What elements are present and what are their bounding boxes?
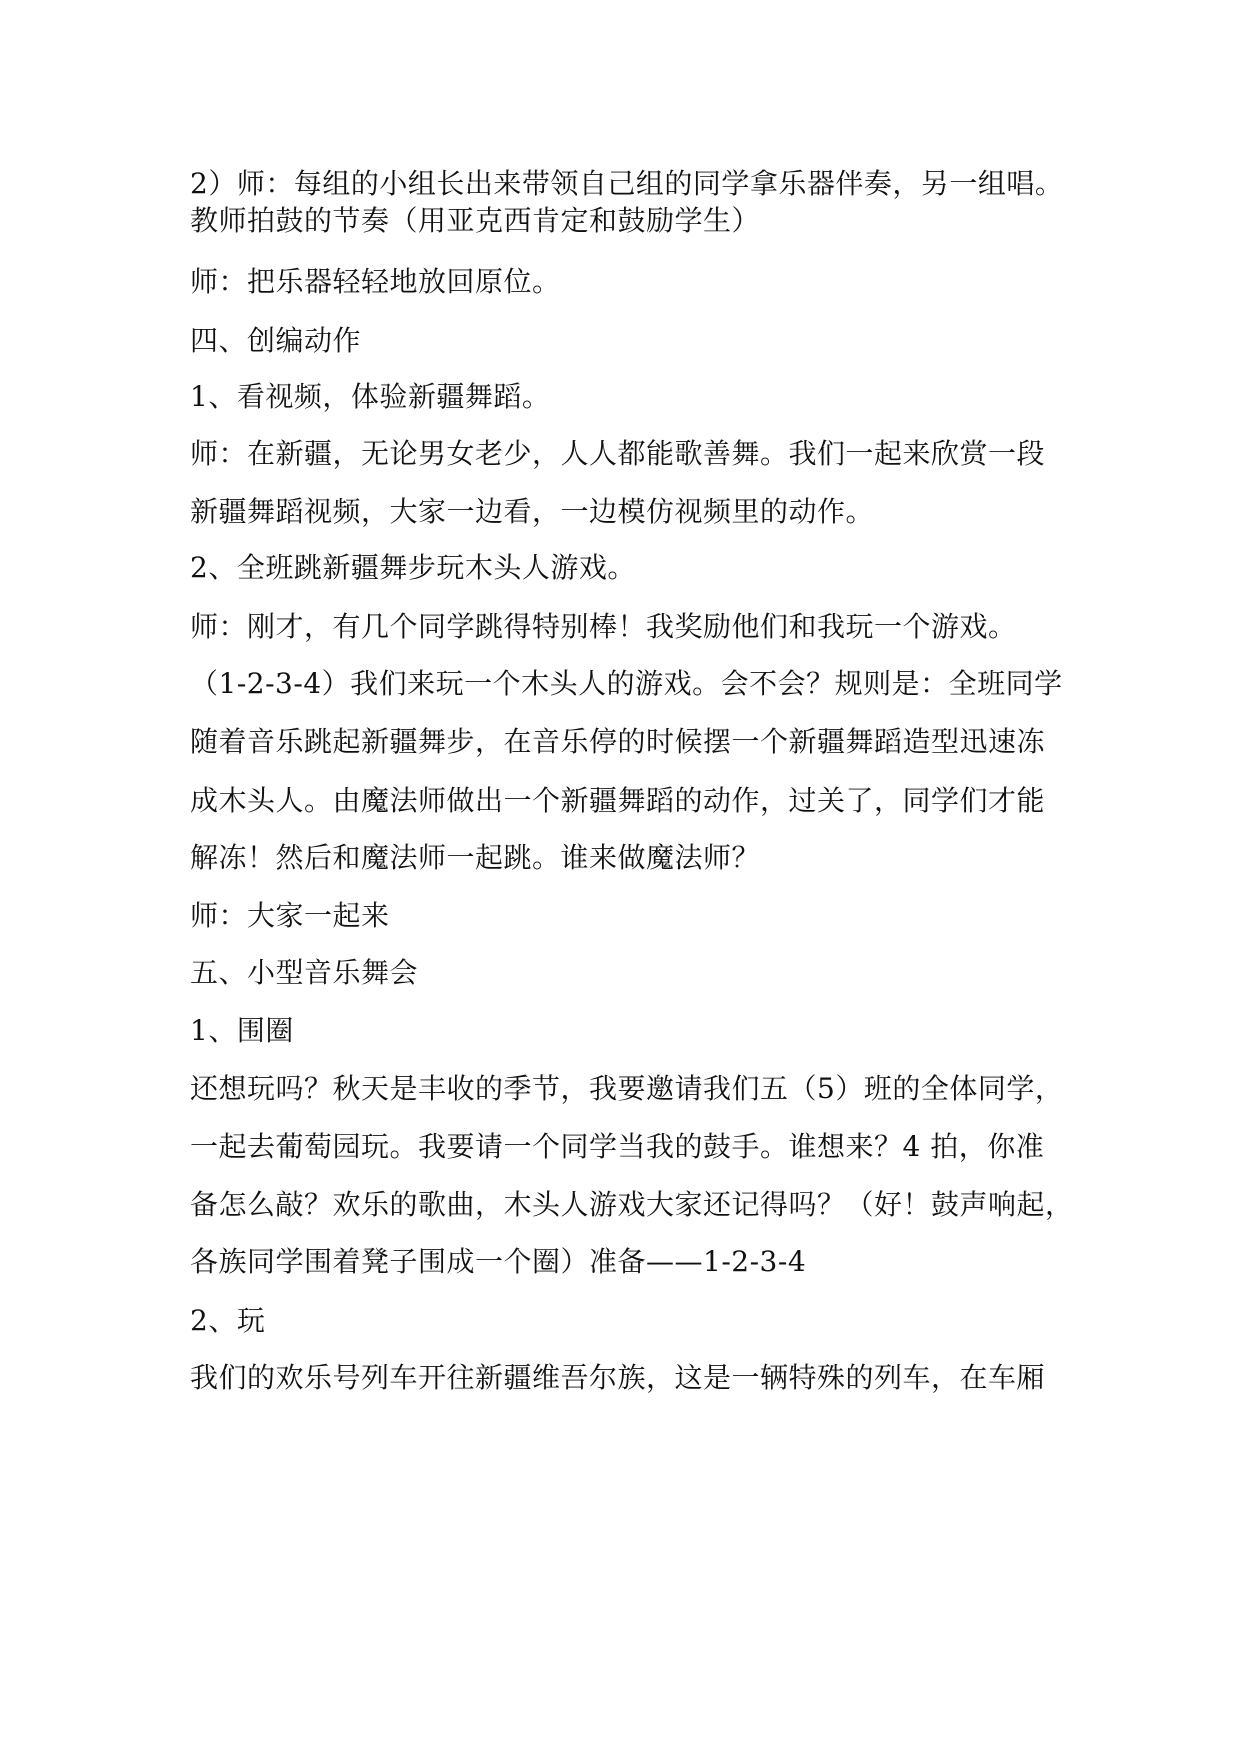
section-heading: 四、创编动作 bbox=[190, 324, 362, 357]
paragraph-line: 师：刚才，有几个同学跳得特别棒！我奖励他们和我玩一个游戏。 bbox=[190, 610, 1017, 643]
subsection-heading: 1、看视频，体验新疆舞蹈。 bbox=[190, 380, 551, 413]
paragraph-line: 成木头人。由魔法师做出一个新疆舞蹈的动作，过关了，同学们才能 bbox=[190, 784, 1046, 817]
paragraph-line: 师：把乐器轻轻地放回原位。 bbox=[190, 265, 561, 298]
paragraph-line: 我们的欢乐号列车开往新疆维吾尔族，这是一辆特殊的列车，在车厢 bbox=[190, 1361, 1046, 1394]
paragraph-line: 2）师：每组的小组长出来带领自己组的同学拿乐器伴奏，另一组唱。 bbox=[190, 167, 1064, 200]
paragraph-line: 备怎么敲？欢乐的歌曲，木头人游戏大家还记得吗？（好！鼓声响起， bbox=[190, 1188, 1074, 1221]
paragraph-line: 一起去葡萄园玩。我要请一个同学当我的鼓手。谁想来？4 拍，你准 bbox=[190, 1130, 1045, 1163]
paragraph-line: 师：大家一起来 bbox=[190, 899, 390, 932]
section-heading: 五、小型音乐舞会 bbox=[190, 956, 419, 989]
paragraph-line: （1-2-3-4）我们来玩一个木头人的游戏。会不会？规则是：全班同学 bbox=[190, 667, 1063, 700]
paragraph-line: 新疆舞蹈视频，大家一边看，一边模仿视频里的动作。 bbox=[190, 495, 875, 528]
paragraph-line: 师：在新疆，无论男女老少，人人都能歌善舞。我们一起来欣赏一段 bbox=[190, 437, 1046, 470]
paragraph-line: 还想玩吗？秋天是丰收的季节，我要邀请我们五（5）班的全体同学， bbox=[190, 1072, 1064, 1105]
subsection-heading: 2、玩 bbox=[190, 1304, 266, 1337]
paragraph-line: 各族同学围着凳子围成一个圈）准备——1-2-3-4 bbox=[190, 1245, 807, 1278]
paragraph-line: 解冻！然后和魔法师一起跳。谁来做魔法师？ bbox=[190, 841, 761, 874]
paragraph-line: 随着音乐跳起新疆舞步，在音乐停的时候摆一个新疆舞蹈造型迅速冻 bbox=[190, 725, 1046, 758]
subsection-heading: 2、全班跳新疆舞步玩木头人游戏。 bbox=[190, 551, 636, 584]
paragraph-line: 教师拍鼓的节奏（用亚克西肯定和鼓励学生） bbox=[190, 204, 761, 237]
subsection-heading: 1、围圈 bbox=[190, 1014, 294, 1047]
